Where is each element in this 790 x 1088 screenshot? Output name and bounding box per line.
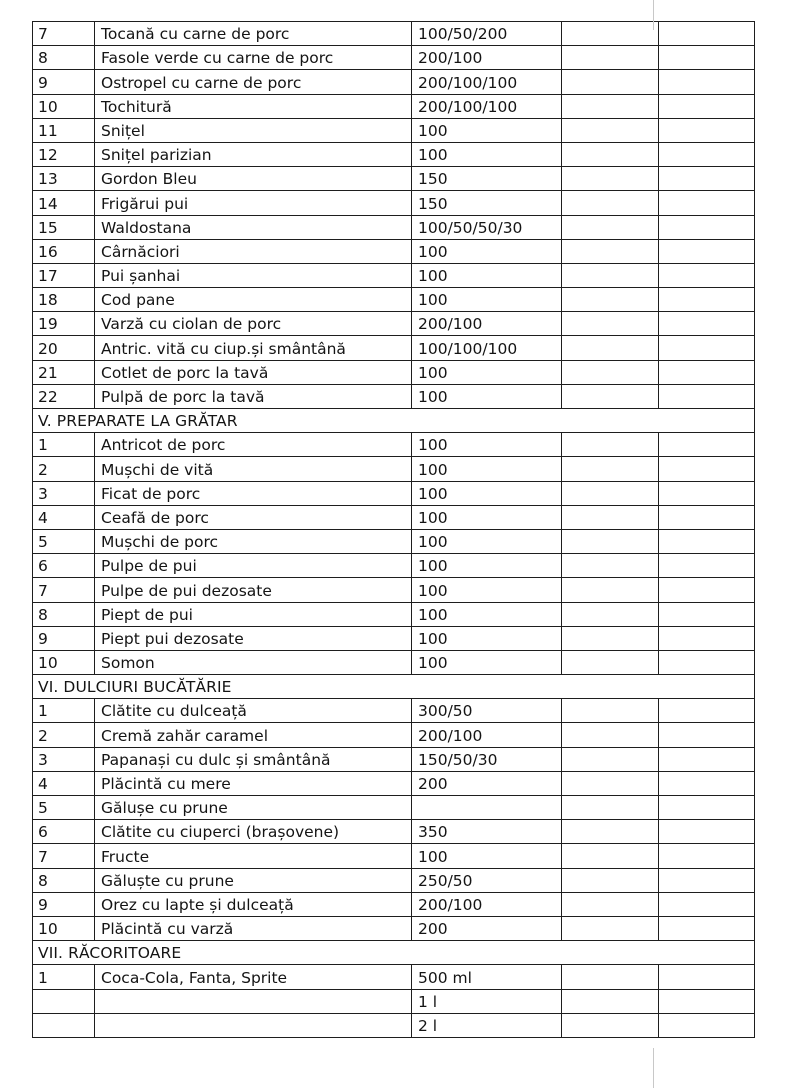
blank-cell <box>659 46 755 70</box>
item-name: Coca-Cola, Fanta, Sprite <box>95 965 412 989</box>
blank-cell <box>659 747 755 771</box>
blank-cell <box>562 820 659 844</box>
item-name: Mușchi de porc <box>95 529 412 553</box>
item-quantity: 200/100/100 <box>412 94 562 118</box>
item-name: Pulpe de pui dezosate <box>95 578 412 602</box>
item-name: Cremă zahăr caramel <box>95 723 412 747</box>
item-name: Snițel parizian <box>95 142 412 166</box>
item-name: Cotlet de porc la tavă <box>95 360 412 384</box>
item-name: Ostropel cu carne de porc <box>95 70 412 94</box>
item-number: 9 <box>33 892 95 916</box>
item-number: 6 <box>33 554 95 578</box>
table-row <box>33 70 755 94</box>
item-name: Gordon Bleu <box>95 167 412 191</box>
item-number: 20 <box>33 336 95 360</box>
item-quantity: 100 <box>412 288 562 312</box>
blank-cell <box>562 916 659 940</box>
table-row <box>33 626 755 650</box>
table-row <box>33 263 755 287</box>
blank-cell <box>659 215 755 239</box>
blank-cell <box>659 650 755 674</box>
blank-cell <box>659 263 755 287</box>
item-number: 18 <box>33 288 95 312</box>
item-quantity: 100 <box>412 457 562 481</box>
item-name: Cârnăciori <box>95 239 412 263</box>
blank-cell <box>659 118 755 142</box>
table-row <box>33 215 755 239</box>
item-quantity: 100 <box>412 554 562 578</box>
table-row <box>33 771 755 795</box>
item-number: 5 <box>33 529 95 553</box>
item-name: Papanași cu dulc și smântână <box>95 747 412 771</box>
item-name: Plăcintă cu mere <box>95 771 412 795</box>
section-title: VI. DULCIURI BUCĂTĂRIE <box>33 675 755 699</box>
item-name: Frigărui pui <box>95 191 412 215</box>
table-row <box>33 844 755 868</box>
item-quantity: 100 <box>412 118 562 142</box>
scan-artifact-line <box>653 1048 654 1088</box>
blank-cell <box>659 796 755 820</box>
item-quantity: 100 <box>412 239 562 263</box>
table-row <box>33 916 755 940</box>
item-name: Cod pane <box>95 288 412 312</box>
blank-cell <box>562 142 659 166</box>
table-row <box>33 118 755 142</box>
item-quantity: 100/50/50/30 <box>412 215 562 239</box>
item-number: 22 <box>33 384 95 408</box>
item-number: 5 <box>33 796 95 820</box>
item-number: 8 <box>33 46 95 70</box>
item-quantity: 100 <box>412 384 562 408</box>
table-row <box>33 239 755 263</box>
item-quantity: 200/100/100 <box>412 70 562 94</box>
blank-cell <box>562 46 659 70</box>
item-quantity: 500 ml <box>412 965 562 989</box>
table-row <box>33 46 755 70</box>
blank-cell <box>562 1013 659 1037</box>
item-name: Somon <box>95 650 412 674</box>
item-quantity: 150 <box>412 191 562 215</box>
blank-cell <box>562 989 659 1013</box>
table-row <box>33 22 755 46</box>
item-quantity: 100 <box>412 481 562 505</box>
item-quantity: 2 l <box>412 1013 562 1037</box>
item-name: Orez cu lapte și dulceață <box>95 892 412 916</box>
item-number: 3 <box>33 747 95 771</box>
item-number: 17 <box>33 263 95 287</box>
table-row <box>33 384 755 408</box>
table-row <box>33 336 755 360</box>
item-number: 8 <box>33 868 95 892</box>
blank-cell <box>562 167 659 191</box>
item-number: 12 <box>33 142 95 166</box>
item-quantity: 250/50 <box>412 868 562 892</box>
table-row <box>33 989 755 1013</box>
section-header-row <box>33 941 755 965</box>
blank-cell <box>562 554 659 578</box>
item-number: 8 <box>33 602 95 626</box>
blank-cell <box>659 989 755 1013</box>
blank-cell <box>659 167 755 191</box>
table-row <box>33 142 755 166</box>
blank-cell <box>562 433 659 457</box>
blank-cell <box>659 457 755 481</box>
section-title: V. PREPARATE LA GRĂTAR <box>33 409 755 433</box>
table-row <box>33 578 755 602</box>
item-quantity: 200/100 <box>412 312 562 336</box>
blank-cell <box>659 94 755 118</box>
item-quantity: 200/100 <box>412 892 562 916</box>
item-number: 2 <box>33 723 95 747</box>
item-quantity: 350 <box>412 820 562 844</box>
item-number: 21 <box>33 360 95 384</box>
item-name: Clătite cu dulceață <box>95 699 412 723</box>
blank-cell <box>562 70 659 94</box>
blank-cell <box>562 263 659 287</box>
table-row <box>33 433 755 457</box>
section-header-row <box>33 675 755 699</box>
item-name: Mușchi de vită <box>95 457 412 481</box>
blank-cell <box>562 626 659 650</box>
blank-cell <box>562 796 659 820</box>
blank-cell <box>562 602 659 626</box>
item-number: 9 <box>33 70 95 94</box>
item-number: 9 <box>33 626 95 650</box>
blank-cell <box>562 699 659 723</box>
table-row <box>33 796 755 820</box>
item-name: Piept pui dezosate <box>95 626 412 650</box>
table-row <box>33 868 755 892</box>
blank-cell <box>659 384 755 408</box>
table-row <box>33 457 755 481</box>
item-number: 4 <box>33 771 95 795</box>
table-row <box>33 191 755 215</box>
blank-cell <box>659 578 755 602</box>
table-row <box>33 1013 755 1037</box>
item-name: Tochitură <box>95 94 412 118</box>
blank-cell <box>659 602 755 626</box>
blank-cell <box>659 191 755 215</box>
item-name: Pulpe de pui <box>95 554 412 578</box>
blank-cell <box>659 70 755 94</box>
item-quantity: 100 <box>412 360 562 384</box>
item-name: Tocană cu carne de porc <box>95 22 412 46</box>
item-name: Varză cu ciolan de porc <box>95 312 412 336</box>
blank-cell <box>562 505 659 529</box>
item-name: Pulpă de porc la tavă <box>95 384 412 408</box>
item-number <box>33 1013 95 1037</box>
item-quantity: 200 <box>412 916 562 940</box>
blank-cell <box>659 288 755 312</box>
blank-cell <box>659 723 755 747</box>
item-number: 1 <box>33 433 95 457</box>
item-number: 16 <box>33 239 95 263</box>
blank-cell <box>562 457 659 481</box>
item-quantity: 150 <box>412 167 562 191</box>
blank-cell <box>562 529 659 553</box>
blank-cell <box>659 360 755 384</box>
item-quantity: 100/100/100 <box>412 336 562 360</box>
menu-table <box>32 21 755 1038</box>
item-number: 10 <box>33 650 95 674</box>
blank-cell <box>659 142 755 166</box>
blank-cell <box>562 215 659 239</box>
blank-cell <box>659 481 755 505</box>
item-number: 7 <box>33 578 95 602</box>
item-number: 7 <box>33 844 95 868</box>
item-name: Piept de pui <box>95 602 412 626</box>
blank-cell <box>562 578 659 602</box>
blank-cell <box>562 892 659 916</box>
item-quantity: 100/50/200 <box>412 22 562 46</box>
item-quantity: 100 <box>412 650 562 674</box>
blank-cell <box>562 312 659 336</box>
item-number: 19 <box>33 312 95 336</box>
blank-cell <box>562 481 659 505</box>
item-number: 2 <box>33 457 95 481</box>
item-number: 1 <box>33 699 95 723</box>
item-number: 11 <box>33 118 95 142</box>
table-row <box>33 94 755 118</box>
blank-cell <box>562 239 659 263</box>
scan-artifact-line <box>653 0 654 30</box>
item-quantity: 1 l <box>412 989 562 1013</box>
table-row <box>33 602 755 626</box>
item-name: Pui șanhai <box>95 263 412 287</box>
blank-cell <box>659 336 755 360</box>
blank-cell <box>562 384 659 408</box>
table-row <box>33 699 755 723</box>
blank-cell <box>659 554 755 578</box>
table-row <box>33 167 755 191</box>
item-quantity: 200 <box>412 771 562 795</box>
blank-cell <box>659 529 755 553</box>
table-row <box>33 529 755 553</box>
item-quantity: 150/50/30 <box>412 747 562 771</box>
item-number: 15 <box>33 215 95 239</box>
table-row <box>33 892 755 916</box>
section-header-row <box>33 409 755 433</box>
item-name <box>95 1013 412 1037</box>
table-row <box>33 820 755 844</box>
blank-cell <box>562 771 659 795</box>
blank-cell <box>659 699 755 723</box>
blank-cell <box>562 965 659 989</box>
blank-cell <box>562 118 659 142</box>
item-number: 7 <box>33 22 95 46</box>
item-name: Plăcintă cu varză <box>95 916 412 940</box>
blank-cell <box>562 191 659 215</box>
table-row <box>33 723 755 747</box>
item-quantity: 200/100 <box>412 723 562 747</box>
item-quantity: 100 <box>412 844 562 868</box>
item-name: Snițel <box>95 118 412 142</box>
item-quantity: 100 <box>412 602 562 626</box>
item-number: 1 <box>33 965 95 989</box>
table-row <box>33 481 755 505</box>
item-name: Antricot de porc <box>95 433 412 457</box>
item-quantity: 100 <box>412 529 562 553</box>
item-number: 3 <box>33 481 95 505</box>
blank-cell <box>659 1013 755 1037</box>
blank-cell <box>562 22 659 46</box>
item-number: 10 <box>33 916 95 940</box>
blank-cell <box>562 94 659 118</box>
blank-cell <box>659 820 755 844</box>
item-name: Gălușe cu prune <box>95 796 412 820</box>
item-name: Fasole verde cu carne de porc <box>95 46 412 70</box>
blank-cell <box>562 288 659 312</box>
item-quantity: 300/50 <box>412 699 562 723</box>
blank-cell <box>659 239 755 263</box>
item-name: Waldostana <box>95 215 412 239</box>
item-quantity: 100 <box>412 578 562 602</box>
item-name: Fructe <box>95 844 412 868</box>
item-quantity: 100 <box>412 433 562 457</box>
blank-cell <box>562 336 659 360</box>
blank-cell <box>562 360 659 384</box>
table-row <box>33 650 755 674</box>
blank-cell <box>659 844 755 868</box>
table-row <box>33 312 755 336</box>
item-quantity <box>412 796 562 820</box>
item-number: 6 <box>33 820 95 844</box>
item-name: Ceafă de porc <box>95 505 412 529</box>
item-quantity: 100 <box>412 505 562 529</box>
table-row <box>33 505 755 529</box>
blank-cell <box>562 868 659 892</box>
item-number: 10 <box>33 94 95 118</box>
table-row <box>33 360 755 384</box>
blank-cell <box>659 312 755 336</box>
blank-cell <box>659 771 755 795</box>
item-quantity: 100 <box>412 626 562 650</box>
table-row <box>33 965 755 989</box>
blank-cell <box>562 747 659 771</box>
item-name <box>95 989 412 1013</box>
blank-cell <box>659 505 755 529</box>
item-quantity: 100 <box>412 142 562 166</box>
blank-cell <box>659 892 755 916</box>
table-row <box>33 288 755 312</box>
item-number <box>33 989 95 1013</box>
item-quantity: 200/100 <box>412 46 562 70</box>
item-number: 14 <box>33 191 95 215</box>
item-quantity: 100 <box>412 263 562 287</box>
item-number: 13 <box>33 167 95 191</box>
blank-cell <box>659 965 755 989</box>
item-number: 4 <box>33 505 95 529</box>
table-row <box>33 747 755 771</box>
blank-cell <box>562 844 659 868</box>
blank-cell <box>659 916 755 940</box>
blank-cell <box>659 22 755 46</box>
item-name: Clătite cu ciuperci (brașovene) <box>95 820 412 844</box>
item-name: Ficat de porc <box>95 481 412 505</box>
blank-cell <box>562 650 659 674</box>
blank-cell <box>659 626 755 650</box>
blank-cell <box>659 433 755 457</box>
menu-table-body <box>33 22 755 1038</box>
blank-cell <box>562 723 659 747</box>
item-name: Antric. vită cu ciup.și smântână <box>95 336 412 360</box>
table-row <box>33 554 755 578</box>
blank-cell <box>659 868 755 892</box>
item-name: Găluște cu prune <box>95 868 412 892</box>
section-title: VII. RĂCORITOARE <box>33 941 755 965</box>
